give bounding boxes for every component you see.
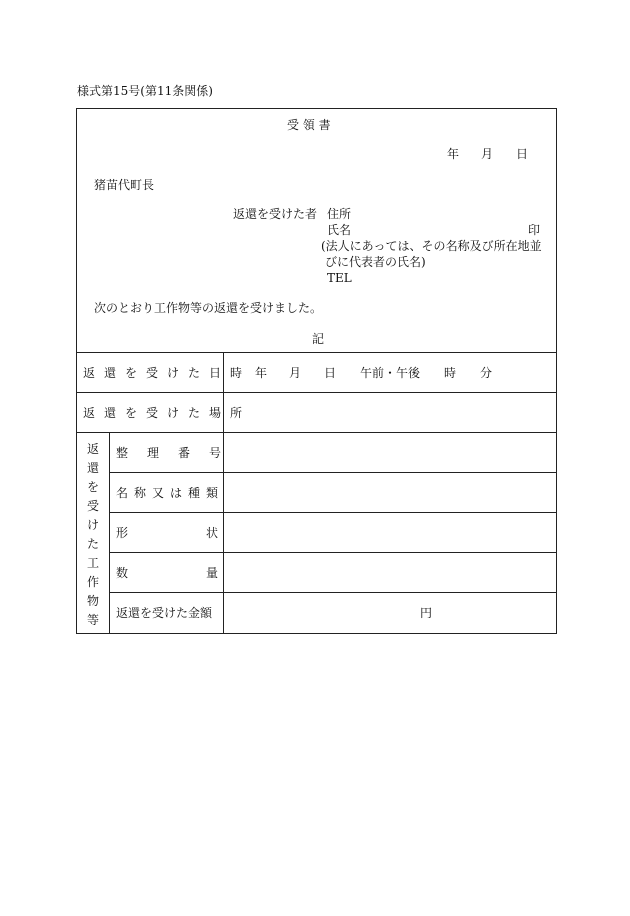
date-year-label: 年	[447, 147, 460, 161]
corporate-note-line1: (法人にあっては、その名称及び所在地並	[321, 239, 542, 253]
quantity-label-a: 数	[116, 566, 129, 580]
date-month-label: 月	[481, 147, 494, 161]
seal-mark: 印	[528, 223, 541, 237]
returned-datetime-label: 返還を受けた日時	[83, 366, 252, 380]
quantity-label-b: 量	[206, 566, 219, 580]
group-label-char: 等	[86, 613, 99, 627]
row-divider	[109, 512, 557, 513]
row1-ampm-label: 午前・午後	[360, 366, 421, 380]
reference-number-label: 整理番号	[116, 446, 241, 460]
returnee-label: 返還を受けた者	[233, 207, 318, 221]
group-label-char: け	[86, 518, 99, 532]
addressee: 猪苗代町長	[94, 178, 155, 192]
group-label-char: 作	[86, 575, 99, 589]
tel-label: TEL	[327, 271, 352, 285]
returned-structures-group-label	[77, 440, 109, 630]
name-or-type-label: 名称又は種類	[116, 486, 225, 500]
name-label: 氏名	[327, 223, 352, 237]
corporate-note-line2: びに代表者の氏名)	[325, 255, 426, 269]
statement-text: 次のとおり工作物等の返還を受けました。	[94, 301, 323, 315]
group-label-char: を	[86, 480, 99, 494]
date-day-label: 日	[516, 147, 529, 161]
table-top-border	[76, 352, 557, 353]
row-divider	[76, 392, 557, 393]
form-style-number: 様式第15号(第11条関係)	[77, 84, 213, 98]
returned-place-label: 返還を受けた場所	[83, 406, 252, 420]
address-label: 住所	[327, 207, 352, 221]
group-label-char: た	[86, 537, 99, 551]
amount-unit: 円	[420, 606, 433, 620]
row1-month-label: 月	[289, 366, 302, 380]
row1-day-label: 日	[324, 366, 337, 380]
group-label-char: 工	[86, 556, 99, 570]
row-divider	[76, 432, 557, 433]
group-label-char: 還	[86, 461, 99, 475]
row-divider	[109, 472, 557, 473]
row1-hour-label: 時	[444, 366, 457, 380]
returned-amount-label: 返還を受けた金額	[116, 606, 213, 620]
shape-label-b: 状	[206, 526, 219, 540]
ki-heading: 記	[312, 332, 325, 346]
group-column-divider	[109, 432, 110, 634]
row-divider	[109, 592, 557, 593]
row1-minute-label: 分	[480, 366, 493, 380]
row1-year-label: 年	[255, 366, 268, 380]
group-label-char: 返	[86, 442, 99, 456]
group-label-char: 受	[86, 499, 99, 513]
row-divider	[109, 552, 557, 553]
form-title: 受 領 書	[287, 118, 331, 132]
shape-label-a: 形	[116, 526, 129, 540]
group-label-char: 物	[86, 594, 99, 608]
